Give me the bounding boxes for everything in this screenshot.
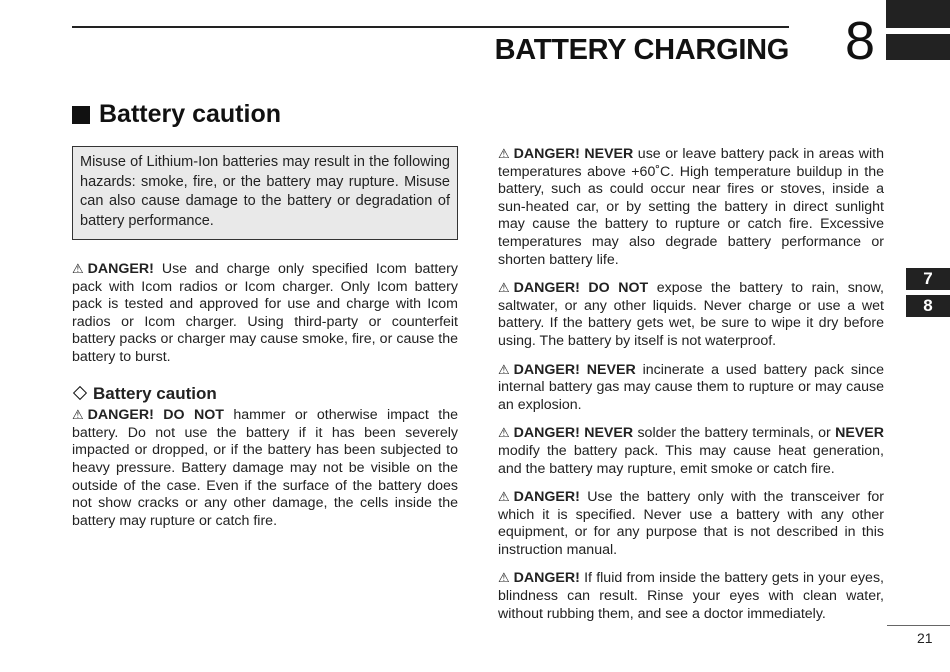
- intro-caution-box: Misuse of Lithium-Ion batteries may result in the following hazards: smoke, fire, or the battery may rupture. Misuse can also cause damage to the battery or degradation of battery performance.: [72, 146, 458, 240]
- right-column: [498, 145, 884, 633]
- danger-label: DANGER! NEVER: [513, 425, 634, 442]
- danger-text: hammer or otherwise impact the battery. Do not use the battery if it has been severely impacted or dropped, or if the battery has been subjected to heavy pressure. Battery damage may not be visible on the outside of the case. Even if the surface of the battery does not show cracks or any other damage, the cells inside the battery may rupture or catch fire.: [72, 407, 458, 529]
- chapter-number: 8: [845, 11, 876, 71]
- warning-icon: ⚠: [498, 425, 510, 441]
- danger-paragraph: [498, 569, 884, 623]
- danger-paragraph: [498, 424, 884, 478]
- danger-paragraph: [498, 488, 884, 559]
- section-heading: [72, 100, 281, 129]
- warning-icon: ⚠: [498, 280, 510, 296]
- danger-label: DANGER!: [513, 489, 580, 506]
- chapter-tab-bar-top: [886, 0, 950, 28]
- danger-paragraph: [72, 260, 458, 367]
- danger-text: incinerate a used battery pack since internal battery gas may cause them to rupture or may cause an explosion.: [498, 361, 884, 413]
- warning-icon: ⚠: [72, 261, 84, 276]
- chapter-title: BATTERY CHARGING: [494, 34, 789, 66]
- side-tab-chapter-8[interactable]: 8: [906, 295, 950, 317]
- warning-icon: ⚠: [498, 361, 510, 377]
- danger-text: expose the battery to rain, snow, saltwater, or any other liquids. Never charge or use a wet battery. If the battery gets wet, be sure to wipe it dry before using. The battery by itself is not waterproof.: [498, 280, 884, 349]
- danger-paragraph: [72, 406, 458, 530]
- danger-text: Use and charge only specified Icom battery pack with Icom radios or Icom charger. Only Icom battery pack is tested and approved for use and charge with Icom radios or Icom charger. Using third-party or counterfeit battery packs or charger may cause smoke, fire, or cause the battery to burst.: [72, 261, 458, 365]
- footer-rule: [887, 625, 950, 626]
- danger-label: DANGER! NEVER: [513, 361, 636, 378]
- danger-text: Use the battery only with the transceiver for which it is specified. Never use a battery with any other equipment, or for any purpose that is not described in this instruction manual.: [498, 489, 884, 558]
- warning-icon: ⚠: [498, 570, 510, 586]
- side-tab-chapter-7[interactable]: 7: [906, 268, 950, 290]
- danger-label: DANGER! DO NOT: [87, 407, 224, 424]
- section-heading-text: Battery caution: [99, 100, 281, 128]
- danger-text: If fluid from inside the battery gets in your eyes, blindness can result. Rinse your eyes with clean water, without rubbing them, and see a doctor immediately.: [498, 570, 884, 622]
- subsection-heading: [72, 385, 458, 403]
- danger-text: use or leave battery pack in areas with temperatures above +60˚C. High temperature buildup in the battery, such as could occur near fires or stoves, inside a sun-heated car, or by setting the battery in direct sunlight may cause the battery to rupture or catch fire. Excessive temperatures may also degrade battery performance or shorten battery life.: [498, 146, 885, 268]
- danger-label: DANGER!: [87, 261, 154, 277]
- page-number: 21: [917, 630, 933, 646]
- diamond-outline-icon: [73, 386, 87, 400]
- danger-paragraph: [498, 279, 884, 350]
- warning-icon: ⚠: [498, 146, 510, 161]
- chapter-tab-bar-bottom: [886, 34, 950, 60]
- danger-paragraph: [498, 145, 884, 269]
- never-label: NEVER: [835, 425, 885, 442]
- danger-label: DANGER!: [513, 570, 580, 587]
- subsection-heading-text: Battery caution: [93, 383, 217, 403]
- black-square-icon: [72, 106, 90, 124]
- danger-label: DANGER! NEVER: [513, 146, 634, 162]
- header-rule: [72, 26, 789, 28]
- warning-icon: ⚠: [72, 407, 84, 423]
- left-column: [72, 260, 458, 540]
- danger-text: solder the battery terminals, or: [633, 425, 836, 442]
- danger-paragraph: [498, 361, 884, 415]
- danger-text: modify the battery pack. This may cause heat generation, and the battery may rupture, emit smoke or catch fire.: [498, 442, 884, 477]
- danger-label: DANGER! DO NOT: [513, 280, 649, 297]
- warning-icon: ⚠: [498, 489, 510, 505]
